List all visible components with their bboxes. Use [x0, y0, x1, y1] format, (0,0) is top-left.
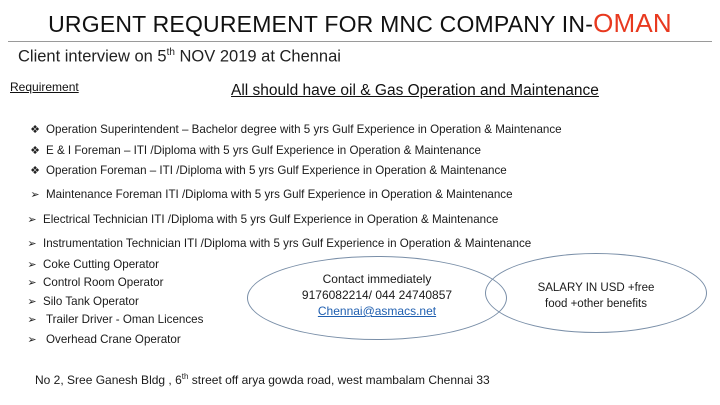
position-item: ➢ Overhead Crane Operator	[25, 333, 181, 346]
salary-bubble	[485, 253, 707, 333]
office-address: No 2, Sree Ganesh Bldg , 6th street off arya gowda road, west mambalam Chennai 33	[35, 372, 490, 387]
contact-heading: Contact immediately	[322, 272, 432, 286]
arrow-bullet-icon: ➢	[27, 334, 37, 346]
position-item: ➢ Trailer Driver - Oman Licences	[25, 313, 203, 326]
arrow-bullet-icon: ➢	[27, 296, 37, 308]
position-item: ➢ Control Room Operator	[25, 276, 164, 289]
arrow-bullet-icon: ➢	[27, 259, 37, 271]
title-text: URGENT REQUREMENT FOR MNC COMPANY IN-	[48, 11, 594, 37]
page-title	[0, 8, 720, 39]
position-item: ➢ Silo Tank Operator	[25, 295, 139, 308]
arrow-bullet-icon: ➢	[27, 214, 37, 226]
position-item: ❖ Operation Superintendent – Bachelor degree with 5 yrs Gulf Experience in Operation & Maintenance	[28, 123, 562, 136]
contact-email-link[interactable]: Chennai@asmacs.net	[317, 304, 437, 318]
arrow-bullet-icon: ➢	[27, 277, 37, 289]
diamond-bullet-icon: ❖	[30, 124, 40, 136]
contact-bubble	[247, 256, 507, 340]
arrow-bullet-icon: ➢	[27, 314, 37, 326]
diamond-bullet-icon: ❖	[30, 165, 40, 177]
position-item: ❖ Operation Foreman – ITI /Diploma with 5 yrs Gulf Experience in Operation & Maintenance	[28, 164, 507, 177]
position-item: ➢ Instrumentation Technician ITI /Diploma with 5 yrs Gulf Experience in Operation & Maintenance	[25, 237, 531, 250]
interview-info: Client interview on 5th NOV 2019 at Chennai	[18, 47, 341, 66]
position-item: ❖ E & I Foreman – ITI /Diploma with 5 yrs Gulf Experience in Operation & Maintenance	[28, 144, 481, 157]
diamond-bullet-icon: ❖	[30, 145, 40, 157]
position-item: ➢ Electrical Technician ITI /Diploma with 5 yrs Gulf Experience in Operation & Maintenance	[25, 213, 498, 226]
title-divider	[8, 41, 712, 42]
requirement-label: Requirement	[10, 80, 79, 94]
position-item: ➢ Coke Cutting Operator	[25, 258, 159, 271]
title-country: OMAN	[593, 8, 672, 38]
position-item: ➢ Maintenance Foreman ITI /Diploma with 5 yrs Gulf Experience in Operation & Maintenance	[28, 188, 513, 201]
contact-phones: 9176082214/ 044 24740857	[301, 288, 453, 302]
arrow-bullet-icon: ➢	[30, 189, 40, 201]
salary-line-2: food +other benefits	[545, 298, 647, 310]
salary-line-1: SALARY IN USD +free	[537, 282, 655, 294]
requirement-note: All should have oil & Gas Operation and Maintenance	[231, 82, 599, 99]
arrow-bullet-icon: ➢	[27, 238, 37, 250]
